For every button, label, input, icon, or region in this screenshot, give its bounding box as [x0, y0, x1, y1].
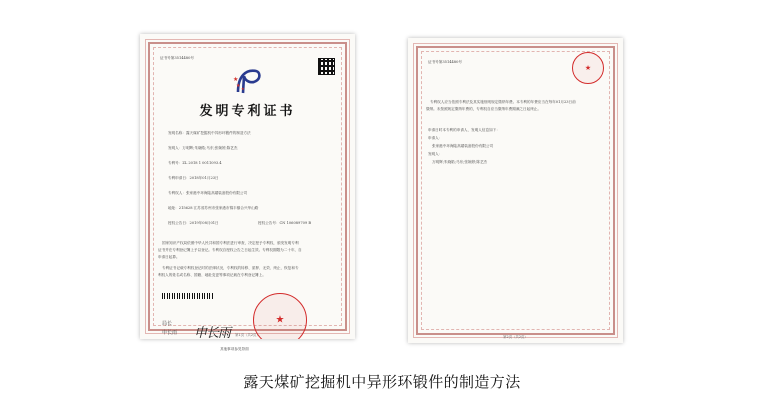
official-seal-icon: ★: [253, 293, 307, 339]
caption: 露天煤矿挖掘机中异形环锻件的制造方法: [243, 373, 521, 391]
director-title: 局长: [162, 321, 173, 327]
patentee: 专利权人：张家港中环海陆高端装备股份有限公司: [168, 191, 248, 195]
qr-code-icon: [318, 58, 335, 75]
svg-text:★: ★: [233, 76, 239, 83]
page-footer: 第2页（共2页）: [503, 335, 528, 339]
annual-fee-line-2: 缴纳。未按照规定缴纳年费的，专利权自应当缴纳年费期满之日起终止。: [426, 107, 541, 111]
director-name: 申长雨: [162, 330, 178, 336]
body-line-1: 国家知识产权局依照中华人民共和国专利法进行审查，决定授予专利权，颁发发明专利: [162, 241, 299, 245]
bottom-note: 其他事项参见背面: [220, 347, 249, 351]
applicant-info-title: 申请日时本专利的申请人、发明人信息如下：: [428, 128, 500, 132]
filing-date: 专利申请日：2018年01月23日: [168, 176, 219, 180]
annual-fee-line-1: 专利权人应当依照专利法及其实施细则规定缴纳年费。本专利的年费应当在每年01月23日前: [430, 100, 576, 104]
certificate-page-1: [140, 34, 355, 339]
grant-publication-number: 授权公告号：CN 106089709 B: [258, 221, 311, 225]
address: 地址：215628 江苏省苏州市张家港市锦丰镇合兴华山路: [168, 206, 259, 210]
inventor-value: 万明辉;朱晓皓;马东;张婉婷;陈艺杰: [432, 160, 488, 164]
applicant-value: 张家港中环海陆高端装备股份有限公司: [432, 144, 494, 148]
applicant-label: 申请人：: [428, 136, 443, 140]
decorative-border: [416, 46, 615, 335]
certificate-number: 证书号第3514480号: [160, 56, 194, 60]
body-line-5: 利权人的姓名或名称、国籍、地址变更等事项记载在专利登记簿上。: [158, 273, 266, 277]
svg-text:★: ★: [236, 83, 241, 89]
official-seal-icon: ★: [572, 52, 604, 84]
body-line-2: 证书并在专利登记簿上予以登记。专利权自授权公告之日起生效。专利权期限为二十年，自: [158, 248, 302, 252]
certificate-page-2: [408, 38, 623, 343]
director-signature: 申长雨: [194, 326, 231, 339]
svg-text:★: ★: [241, 86, 245, 91]
inventors: 发明人：万明辉;朱晓皓;马东;张婉婷;陈艺杰: [168, 146, 238, 150]
patent-number: 专利号：ZL 2018 1 0011093.4: [168, 161, 222, 165]
barcode-icon: [162, 293, 214, 299]
patent-office-logo-icon: [232, 66, 262, 94]
invention-name: 发明名称：露天煤矿挖掘机中异形环锻件的制造方法: [168, 131, 251, 135]
body-line-4: 专利证书记载专利权登记时的法律状况，专利权的转移、质押、无效、终止、恢复和专: [162, 266, 299, 270]
inventor-label: 发明人：: [428, 152, 443, 156]
certificate-title: 发明专利证书: [199, 104, 296, 119]
certificate-number: 证书号第3514480号: [428, 60, 462, 64]
body-line-3: 申请日起算。: [158, 255, 180, 259]
grant-date: 授权公告日：2019年08月01日: [168, 221, 219, 225]
page-footer: 第1页（共2页）: [235, 333, 260, 337]
